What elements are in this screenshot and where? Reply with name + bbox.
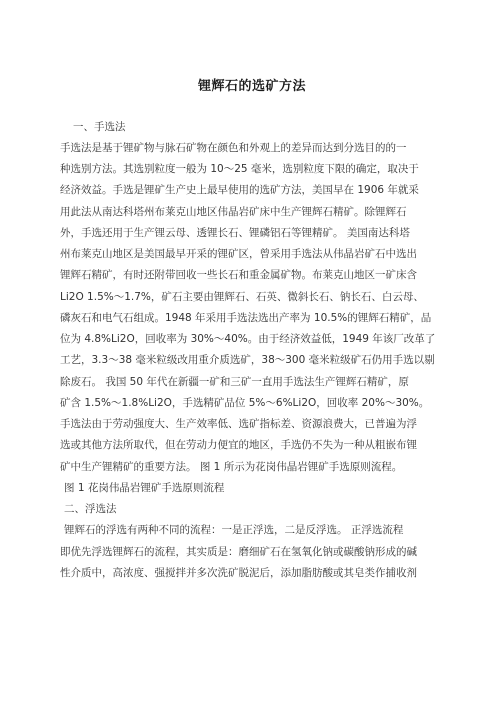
paragraph-line: 矿含 1.5%～1.8%Li2O，手选精矿品位 5%～6%Li2O，回收率 20%～30%。 <box>60 397 430 409</box>
paragraph-line: 外，手选还用于生产锂云母、透锂长石、锂磷铝石等锂精矿。 美国南达科塔 <box>60 227 410 239</box>
paragraph-line: 除废石。 我国 50 年代在新疆一矿和三矿一直用手选法生产锂辉石精矿，原 <box>60 376 409 388</box>
paragraph-line: 手选法由于劳动强度大、生产效率低、选矿指标差、资源浪费大，已普遍为浮 <box>60 418 417 430</box>
paragraph-line: 选或其他方法所取代，但在劳动力便宜的地区，手选仍不失为一种从粗嵌布锂 <box>60 439 417 451</box>
paragraph-line: 矿中生产锂精矿的重要方法。 图 1 所示为花岗伟晶岩锂矿手选原则流程。 <box>60 461 403 473</box>
paragraph-line: 锂辉石精矿，有时还附带回收一些长石和重金属矿物。布莱克山地区一矿床含 <box>60 269 417 281</box>
paragraph-line: 种选别方法。其选别粒度一般为 10～25 毫米，选别粒度下限的确定，取决于 <box>60 163 419 175</box>
paragraph-line: 工艺，3.3～38 毫米粒级改用重介质选矿，38～300 毫米粒级矿石仍用手选以剔 <box>60 354 435 366</box>
paragraph-line: 州布莱克山地区是美国最早开采的锂矿区，曾采用手选法从伟晶岩矿石中选出 <box>60 248 417 260</box>
paragraph-line: 磷灰石和电气石组成。1948 年采用手选法选出产率为 10.5%的锂辉石精矿，品 <box>60 312 432 324</box>
paragraph-line: 即优先浮选锂辉石的流程，其实质是：磨细矿石在氢氧化钠或碳酸钠形成的碱 <box>60 546 417 558</box>
paragraph-line: 位为 4.8%Li2O，回收率为 30%～40%。由于经济效益低，1949 年该厂改革了 <box>60 333 436 345</box>
paragraph-line: 锂辉石的浮选有两种不同的流程：一是正浮选，二是反浮选。 正浮选流程 <box>64 524 404 536</box>
paragraph-line: 经济效益。手选是锂矿生产史上最早使用的选矿方法，美国早在 1906 年就采 <box>60 184 419 196</box>
paragraph-line: 用此法从南达科塔州布莱克山地区伟晶岩矿床中生产锂辉石精矿。除锂辉石 <box>60 206 407 218</box>
section-heading-hand-sorting: 一、手选法 <box>73 121 126 133</box>
paragraph-line: 性介质中，高浓度、强搅拌并多次洗矿脱泥后，添加脂肪酸或其皂类作捕收剂 <box>60 567 417 579</box>
figure-caption: 图 1 花岗伟晶岩锂矿手选原则流程 <box>64 482 225 494</box>
document-title: 锂辉石的选矿方法 <box>197 79 306 94</box>
section-heading-flotation: 二、浮选法 <box>64 503 117 515</box>
paragraph-line: 手选法是基于锂矿物与脉石矿物在颜色和外观上的差异而达到分选目的的一 <box>60 142 407 154</box>
paragraph-line: Li2O 1.5%～1.7%，矿石主要由锂辉石、石英、微斜长石、钠长石、白云母、 <box>60 291 424 303</box>
